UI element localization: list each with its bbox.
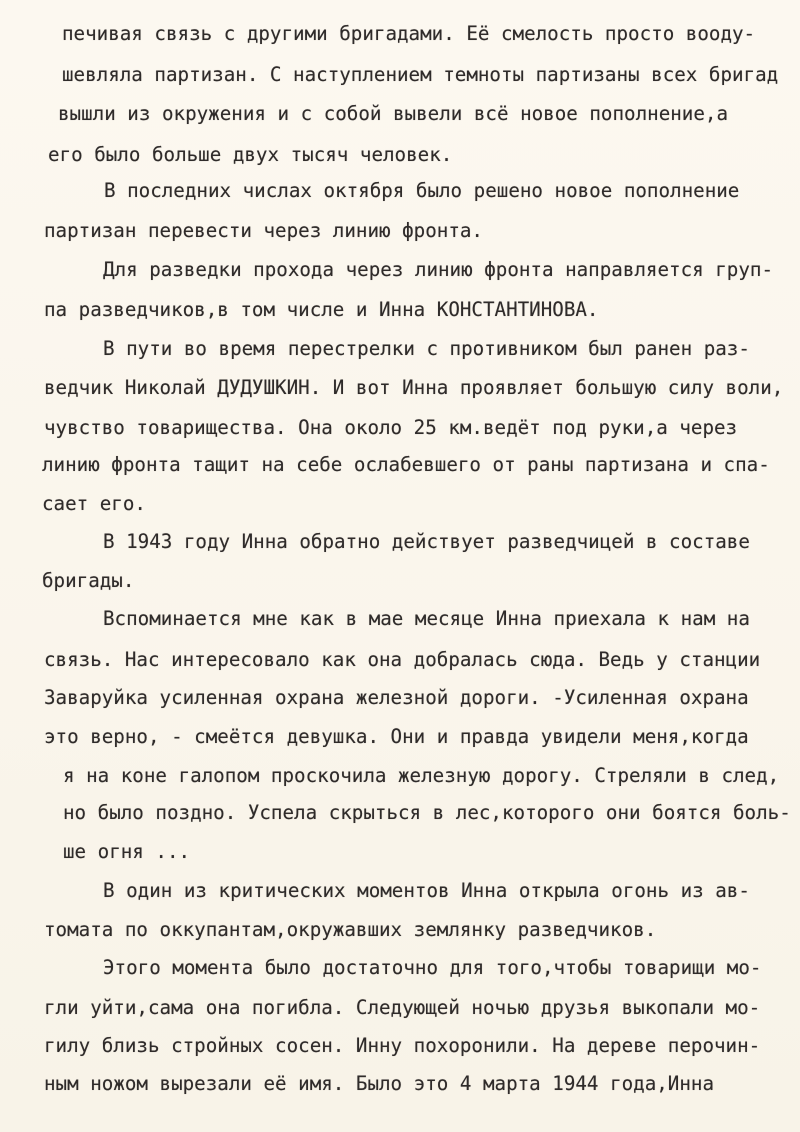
text-line: Для разведки прохода через линию фронта направляется груп- <box>103 258 774 281</box>
text-line: Вспоминается мне как в мае месяце Инна приехала к нам на <box>103 607 750 630</box>
text-line: бригады. <box>42 569 135 592</box>
text-line: ным ножом вырезали её имя. Было это 4 марта 1944 года,Инна <box>44 1072 715 1095</box>
text-line: В 1943 году Инна обратно действует разведчицей в составе <box>103 530 750 553</box>
text-line: связь. Нас интересовало как она добралась сюда. Ведь у станции <box>44 648 761 671</box>
text-line: ведчик Николай ДУДУШКИН. И вот Инна проявляет большую силу воли, <box>44 376 784 399</box>
text-line: вышли из окружения и с собой вывели всё новое пополнение,а <box>58 102 729 125</box>
text-line: шевляла партизан. С наступлением темноты партизаны всех бригад <box>62 63 779 86</box>
text-line: печивая связь с другими бригадами. Её смелость просто вооду- <box>62 22 756 45</box>
text-line: Заваруйка усиленная охрана железной дороги. -Усиленная охрана <box>44 686 749 709</box>
text-line: но было поздно. Успела скрыться в лес,которого они боятся боль- <box>63 801 791 824</box>
text-line: ше огня ... <box>63 840 191 863</box>
text-line: па разведчиков,в том числе и Инна КОНСТАНТИНОВА. <box>44 298 599 321</box>
text-line: В один из критических моментов Инна открыла огонь из ав- <box>103 879 750 902</box>
text-line: линию фронта тащит на себе ослабевшего от раны партизана и спа- <box>42 453 770 476</box>
text-line: я на коне галопом проскочила железную дорогу. Стреляли в след, <box>63 764 780 787</box>
text-line: В последних числах октября было решено новое пополнение <box>104 179 740 202</box>
text-line: Этого момента было достаточно для того,чтобы товарищи мо- <box>103 956 762 979</box>
text-line: гли уйти,сама она погибла. Следующей ночью друзья выкопали мо- <box>44 996 761 1019</box>
text-line: В пути во время перестрелки с противником был ранен раз- <box>103 337 750 360</box>
text-line: гилу близь стройных сосен. Инну похоронили. На дереве перочин- <box>44 1034 761 1057</box>
text-line: чувство товарищества. Она около 25 км.ведёт под руки,а через <box>44 416 738 439</box>
text-line: партизан перевести через линию фронта. <box>44 219 483 242</box>
text-line: это верно, - смеётся девушка. Они и правда увидели меня,когда <box>44 725 749 748</box>
text-line: томата по оккупантам,окружавших землянку разведчиков. <box>44 918 657 941</box>
text-line: его было больше двух тысяч человек. <box>48 143 453 166</box>
text-line: сает его. <box>42 492 146 515</box>
